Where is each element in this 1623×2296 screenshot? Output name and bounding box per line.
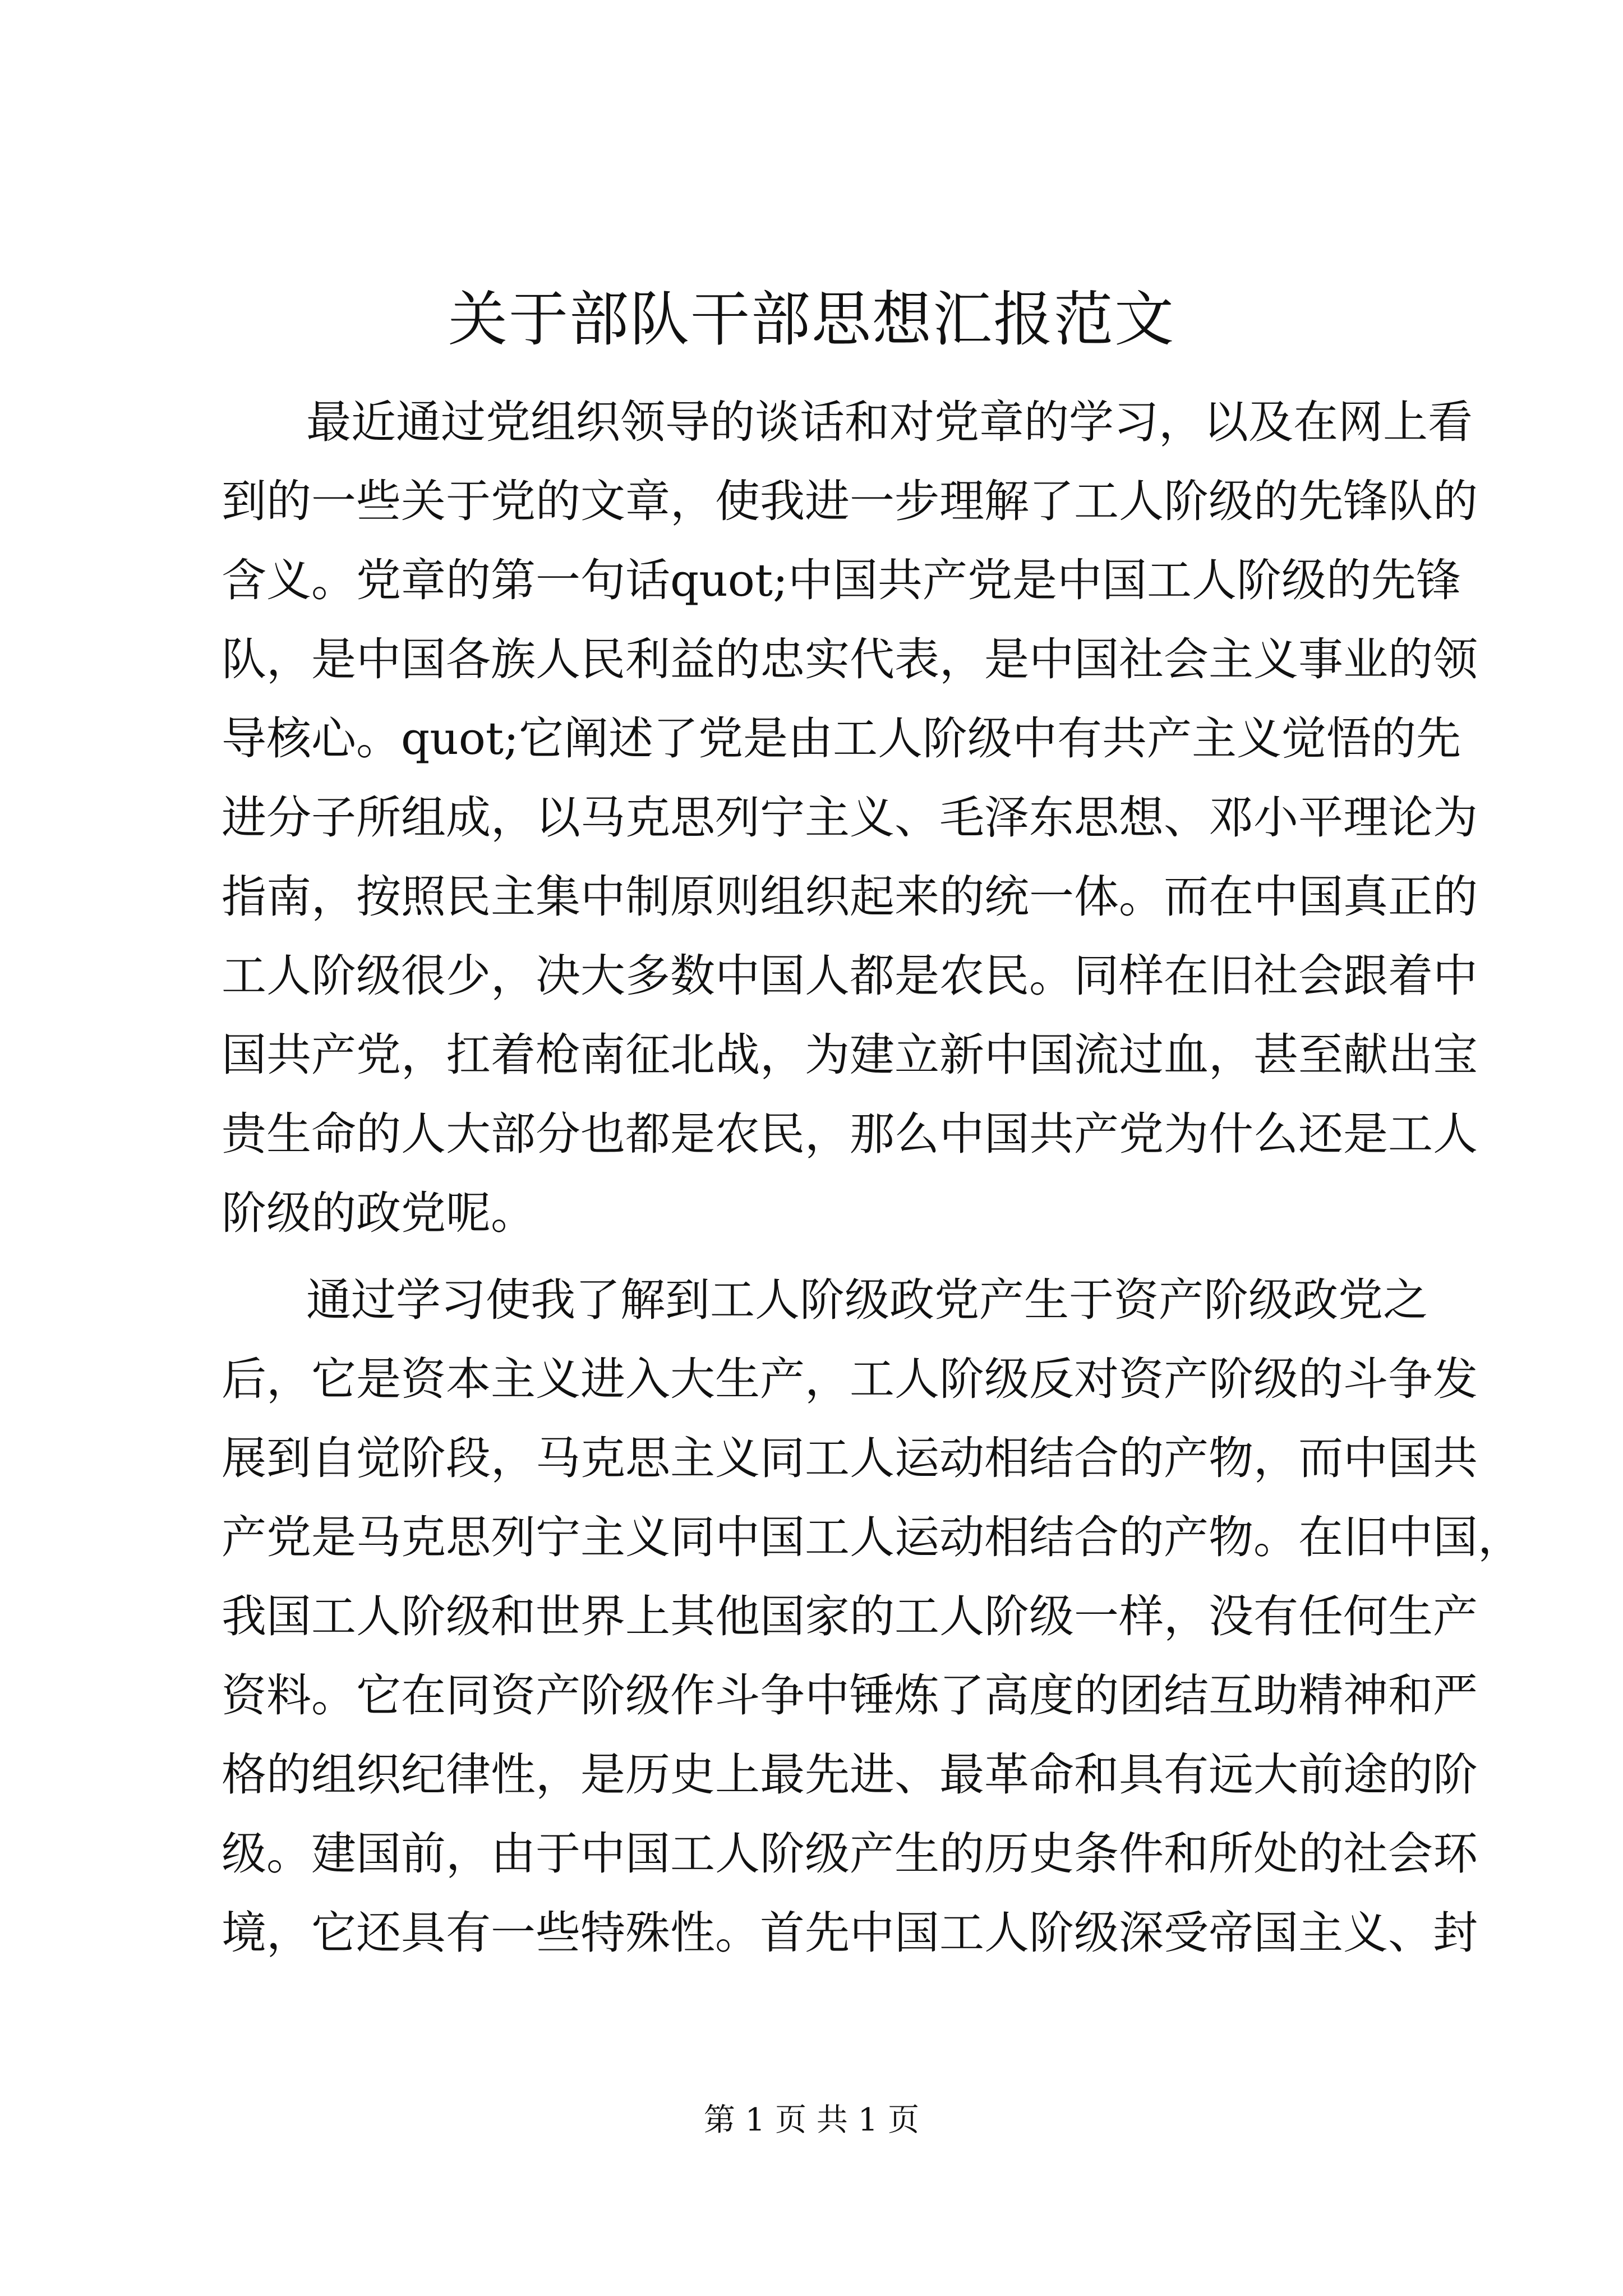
paragraph-line: 最近通过党组织领导的谈话和对党章的学习，以及在网上看 — [306, 396, 1473, 448]
paragraph-line: 国共产党，扛着枪南征北战，为建立新中国流过血，甚至献出宝 — [222, 1029, 1478, 1081]
paragraph-line: 后，它是资本主义进入大生产，工人阶级反对资产阶级的斗争发 — [222, 1353, 1478, 1405]
paragraph-line: 阶级的政党呢。 — [222, 1187, 536, 1239]
paragraph-line: 资料。它在同资产阶级作斗争中锤炼了高度的团结互助精神和严 — [222, 1669, 1478, 1722]
paragraph-line: 含义。党章的第一句话quot;中国共产党是中国工人阶级的先锋 — [222, 554, 1461, 606]
paragraph-line: 队，是中国各族人民利益的忠实代表，是中国社会主义事业的领 — [222, 633, 1478, 685]
document-title: 关于部队干部思想汇报范文 — [448, 285, 1175, 354]
paragraph-line: 级。建国前，由于中国工人阶级产生的历史条件和所处的社会环 — [222, 1828, 1478, 1880]
page-number: 第 1 页 共 1 页 — [703, 2102, 920, 2138]
paragraph-line: 我国工人阶级和世界上其他国家的工人阶级一样，没有任何生产 — [222, 1590, 1478, 1642]
paragraph-line: 到的一些关于党的文章，使我进一步理解了工人阶级的先锋队的 — [222, 475, 1478, 527]
paragraph-line: 境，它还具有一些特殊性。首先中国工人阶级深受帝国主义、封 — [222, 1907, 1478, 1959]
paragraph-line: 指南，按照民主集中制原则组织起来的统一体。而在中国真正的 — [222, 871, 1478, 923]
paragraph-line: 通过学习使我了解到工人阶级政党产生于资产阶级政党之 — [306, 1274, 1428, 1326]
paragraph-line: 导核心。quot;它阐述了党是由工人阶级中有共产主义觉悟的先 — [222, 712, 1461, 765]
paragraph-line: 展到自觉阶段，马克思主义同工人运动相结合的产物，而中国共 — [222, 1432, 1478, 1484]
paragraph-line: 进分子所组成，以马克思列宁主义、毛泽东思想、邓小平理论为 — [222, 792, 1478, 844]
paragraph-line: 产党是马克思列宁主义同中国工人运动相结合的产物。在旧中国， — [222, 1511, 1523, 1563]
paragraph-line: 贵生命的人大部分也都是农民，那么中国共产党为什么还是工人 — [222, 1108, 1478, 1160]
paragraph-line: 工人阶级很少，决大多数中国人都是农民。同样在旧社会跟着中 — [222, 950, 1478, 1002]
paragraph-line: 格的组织纪律性，是历史上最先进、最革命和具有远大前途的阶 — [222, 1749, 1478, 1801]
